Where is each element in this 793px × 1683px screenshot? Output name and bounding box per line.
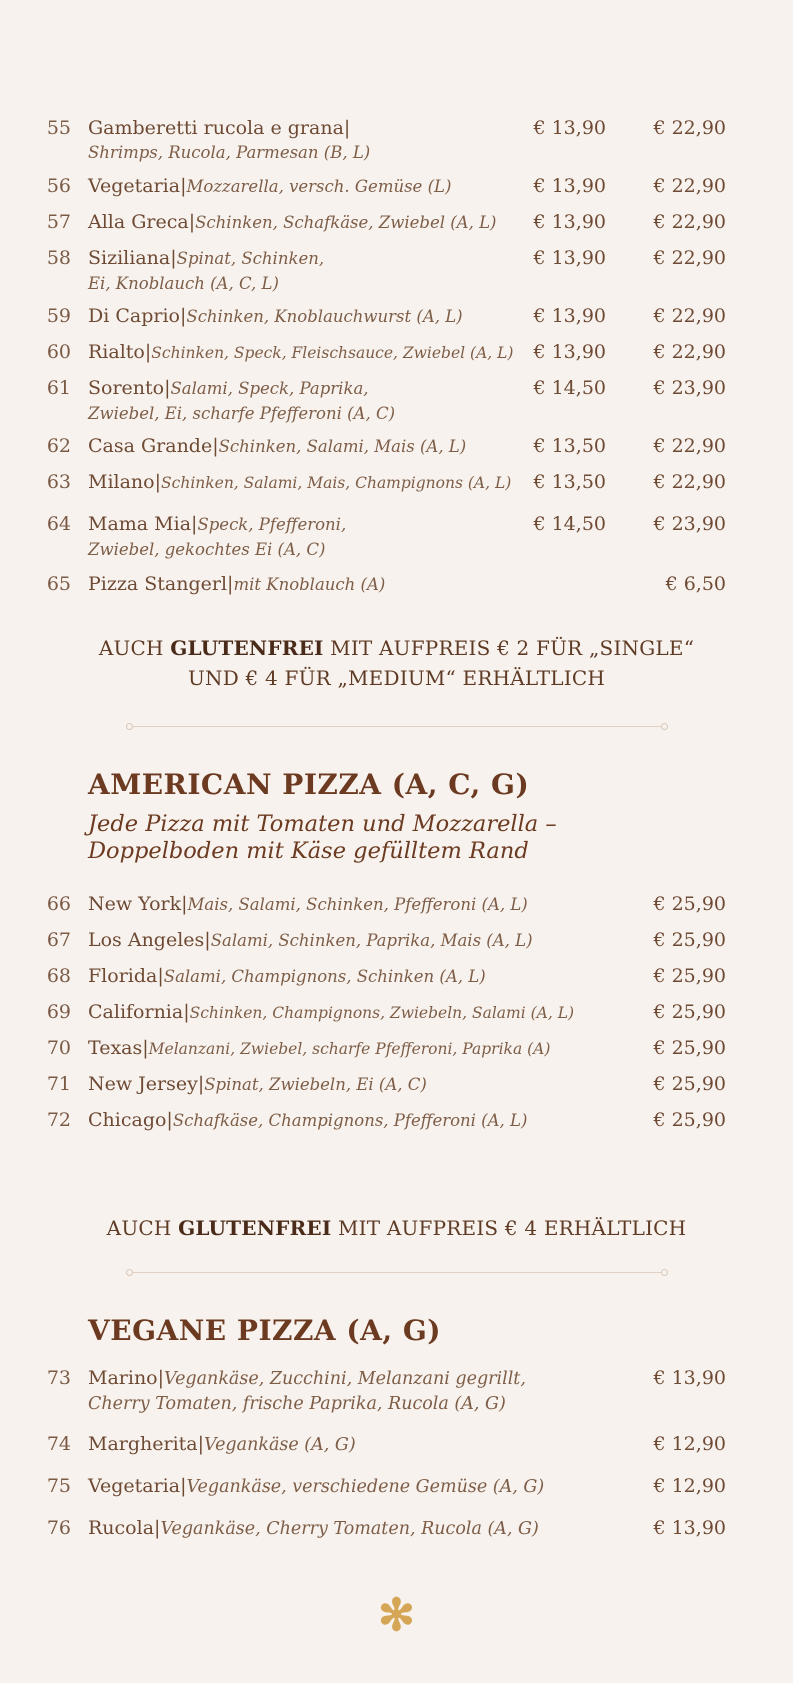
item-number: 58 [46,247,71,269]
price-medium: € 22,90 [653,435,726,457]
item-number: 57 [46,211,71,233]
price-single: € 13,50 [533,435,606,457]
item-number: 75 [46,1475,71,1497]
item-ingredients: Schinken, Schafkäse, Zwiebel (A, L) [195,213,497,232]
separator: | [204,929,211,951]
item-description [88,1108,648,1133]
notice-bold: GLUTENFREI [178,1216,332,1240]
item-name: New York [88,893,182,915]
item-description [88,964,648,989]
item-name: Rialto [88,341,145,363]
item-number: 71 [46,1073,71,1095]
separator: | [166,1109,173,1131]
item-ingredients: Spinat, Zwiebeln, Ei (A, C) [204,1075,427,1094]
item-number: 60 [46,341,71,363]
item-name: Vegetaria [88,1475,181,1497]
item-description [88,246,348,296]
notice-text: UND € 4 FÜR „MEDIUM“ ERHÄLTLICH [187,666,605,690]
item-name: Alla Greca [88,211,189,233]
separator: | [197,1433,205,1455]
item-name: Casa Grande [88,435,213,457]
item-number: 72 [46,1109,71,1131]
item-name: Rucola [88,1517,155,1539]
price-single: € 13,90 [533,117,606,139]
item-description [88,1000,648,1025]
price-single: € 13,90 [533,341,606,363]
price-medium: € 6,50 [665,573,726,595]
item-description [88,1516,558,1541]
item-ingredients: Speck, Pfefferoni, Zwiebel, gekochtes Ei (A, C) [88,515,347,559]
item-ingredients: Mais, Salami, Schinken, Pfefferoni (A, L) [187,895,528,914]
item-description [88,116,528,165]
item-name: New Jersey [88,1073,198,1095]
item-number: 70 [46,1037,71,1059]
price-single: € 14,50 [533,513,606,535]
price-single: € 13,90 [533,247,606,269]
separator: | [157,1367,165,1389]
price-single: € 13,50 [533,471,606,493]
item-description [88,174,528,199]
separator: | [197,1073,205,1095]
item-name: Pizza Stangerl [88,573,228,595]
item-ingredients: Schinken, Champignons, Zwiebeln, Salami (A, L) [189,1004,575,1022]
separator: | [157,965,164,987]
item-description [88,928,648,953]
price-medium: € 22,90 [653,247,726,269]
separator: | [343,117,351,139]
glutenfree-notice [0,1213,793,1243]
item-number: 67 [46,929,71,951]
item-name: Marino [88,1367,158,1389]
item-name: Florida [88,965,158,987]
separator: | [183,1001,190,1023]
separator: | [170,247,177,269]
item-ingredients: Schinken, Salami, Mais (A, L) [218,437,467,456]
separator: | [142,1037,149,1059]
item-description [88,340,548,365]
notice-text: MIT AUFPREIS € 2 FÜR „SINGLE“ [323,636,695,660]
price-medium: € 22,90 [653,341,726,363]
separator: | [179,305,187,327]
item-ingredients: Spinat, Schinken, Ei, Knoblauch (A, C, L) [88,249,325,293]
item-number: 74 [46,1433,71,1455]
item-ingredients: Schinken, Speck, Fleischsauce, Zwiebel (A, L) [151,344,514,362]
item-ingredients: Shrimps, Rucola, Parmesan (B, L) [88,143,371,162]
price: € 25,90 [653,1001,726,1023]
item-ingredients: Vegankäse, verschiedene Gemüse (A, G) [186,1477,545,1497]
item-description [88,1366,558,1416]
item-number: 65 [46,573,71,595]
item-description [88,1432,558,1457]
price-single: € 13,90 [533,305,606,327]
item-description [88,1474,558,1499]
separator: | [180,175,187,197]
section-subtitle [88,811,557,865]
item-number: 66 [46,893,71,915]
item-number: 59 [46,305,71,327]
section-heading: AMERICAN PIZZA (A, C, G) [88,768,530,801]
subtitle-line: Jede Pizza mit Tomaten und Mozzarella – [88,811,557,837]
separator: | [181,893,188,915]
price: € 25,90 [653,1073,726,1095]
separator: | [188,211,196,233]
separator: | [144,341,152,363]
section-divider [132,726,662,727]
item-number: 76 [46,1517,71,1539]
item-ingredients: Schinken, Knoblauchwurst (A, L) [186,307,463,326]
item-name: Sorento [88,377,165,399]
item-ingredients: Schinken, Salami, Mais, Champignons (A, L) [161,474,512,492]
price-medium: € 22,90 [653,305,726,327]
price-single: € 13,90 [533,211,606,233]
notice-text: AUCH [106,1216,179,1240]
price-medium: € 22,90 [653,211,726,233]
price: € 12,90 [653,1433,726,1455]
item-name: Texas [88,1037,143,1059]
item-number: 64 [46,513,71,535]
notice-bold: GLUTENFREI [170,636,324,660]
price: € 25,90 [653,893,726,915]
item-ingredients: Salami, Speck, Paprika, Zwiebel, Ei, scharfe Pfefferoni (A, C) [88,379,396,423]
item-description [88,434,528,459]
item-name: California [88,1001,184,1023]
item-name: Milano [88,471,155,493]
price-medium: € 22,90 [653,471,726,493]
separator: | [154,471,162,493]
item-description [88,892,648,917]
price-medium: € 23,90 [653,377,726,399]
separator: | [154,1517,161,1539]
item-ingredients: Mozzarella, versch. Gemüse (L) [186,177,452,196]
item-number: 69 [46,1001,71,1023]
price: € 12,90 [653,1475,726,1497]
item-number: 68 [46,965,71,987]
item-number: 73 [46,1367,71,1389]
price-medium: € 22,90 [653,175,726,197]
asterisk-ornament-icon: ✻ [378,1590,415,1641]
price-medium: € 23,90 [653,513,726,535]
item-name: Di Caprio [88,305,180,327]
item-description [88,304,528,329]
item-name: Gamberetti rucola e grana [88,117,344,139]
notice-text: MIT AUFPREIS € 4 ERHÄLTLICH [331,1216,687,1240]
item-number: 62 [46,435,71,457]
price: € 13,90 [653,1367,726,1389]
item-number: 63 [46,471,71,493]
price-medium: € 22,90 [653,117,726,139]
separator: | [191,513,198,535]
price-single: € 14,50 [533,377,606,399]
item-ingredients: Melanzani, Zwiebel, scharfe Pfefferoni, Paprika (A) [148,1040,551,1058]
glutenfree-notice [0,633,793,693]
price-single: € 13,90 [533,175,606,197]
price: € 25,90 [653,1109,726,1131]
item-number: 55 [46,117,71,139]
item-ingredients: Vegankäse (A, G) [204,1435,356,1455]
item-name: Los Angeles [88,929,205,951]
item-description [88,376,418,426]
item-ingredients: Salami, Schinken, Paprika, Mais (A, L) [210,931,533,950]
section-divider [132,1272,662,1273]
price: € 25,90 [653,929,726,951]
item-description [88,210,528,235]
item-description [88,1072,648,1097]
item-name: Chicago [88,1109,167,1131]
item-description [88,470,548,495]
subtitle-line: Doppelboden mit Käse gefülltem Rand [88,838,529,864]
separator: | [227,573,234,595]
item-description [88,512,378,562]
item-ingredients: mit Knoblauch (A) [233,575,386,594]
separator: | [180,1475,187,1497]
separator: | [164,377,171,399]
item-ingredients: Schafkäse, Champignons, Pfefferoni (A, L) [172,1111,528,1130]
notice-text: AUCH [98,636,171,660]
item-ingredients: Vegankäse, Zucchini, Melanzani gegrillt, Cherry Tomaten, frische Paprika, Rucola (A, G) [88,1369,526,1414]
price: € 13,90 [653,1517,726,1539]
item-ingredients: Vegankäse, Cherry Tomaten, Rucola (A, G) [160,1519,539,1539]
item-name: Vegetaria [88,175,181,197]
separator: | [212,435,219,457]
item-name: Mama Mia [88,513,192,535]
price: € 25,90 [653,1037,726,1059]
item-name: Siziliana [88,247,171,269]
item-number: 61 [46,377,71,399]
section-heading: VEGANE PIZZA (A, G) [88,1314,442,1347]
item-ingredients: Salami, Champignons, Schinken (A, L) [163,967,486,986]
item-number: 56 [46,175,71,197]
item-description [88,572,528,597]
price: € 25,90 [653,965,726,987]
item-name: Margherita [88,1433,198,1455]
item-description [88,1036,648,1061]
